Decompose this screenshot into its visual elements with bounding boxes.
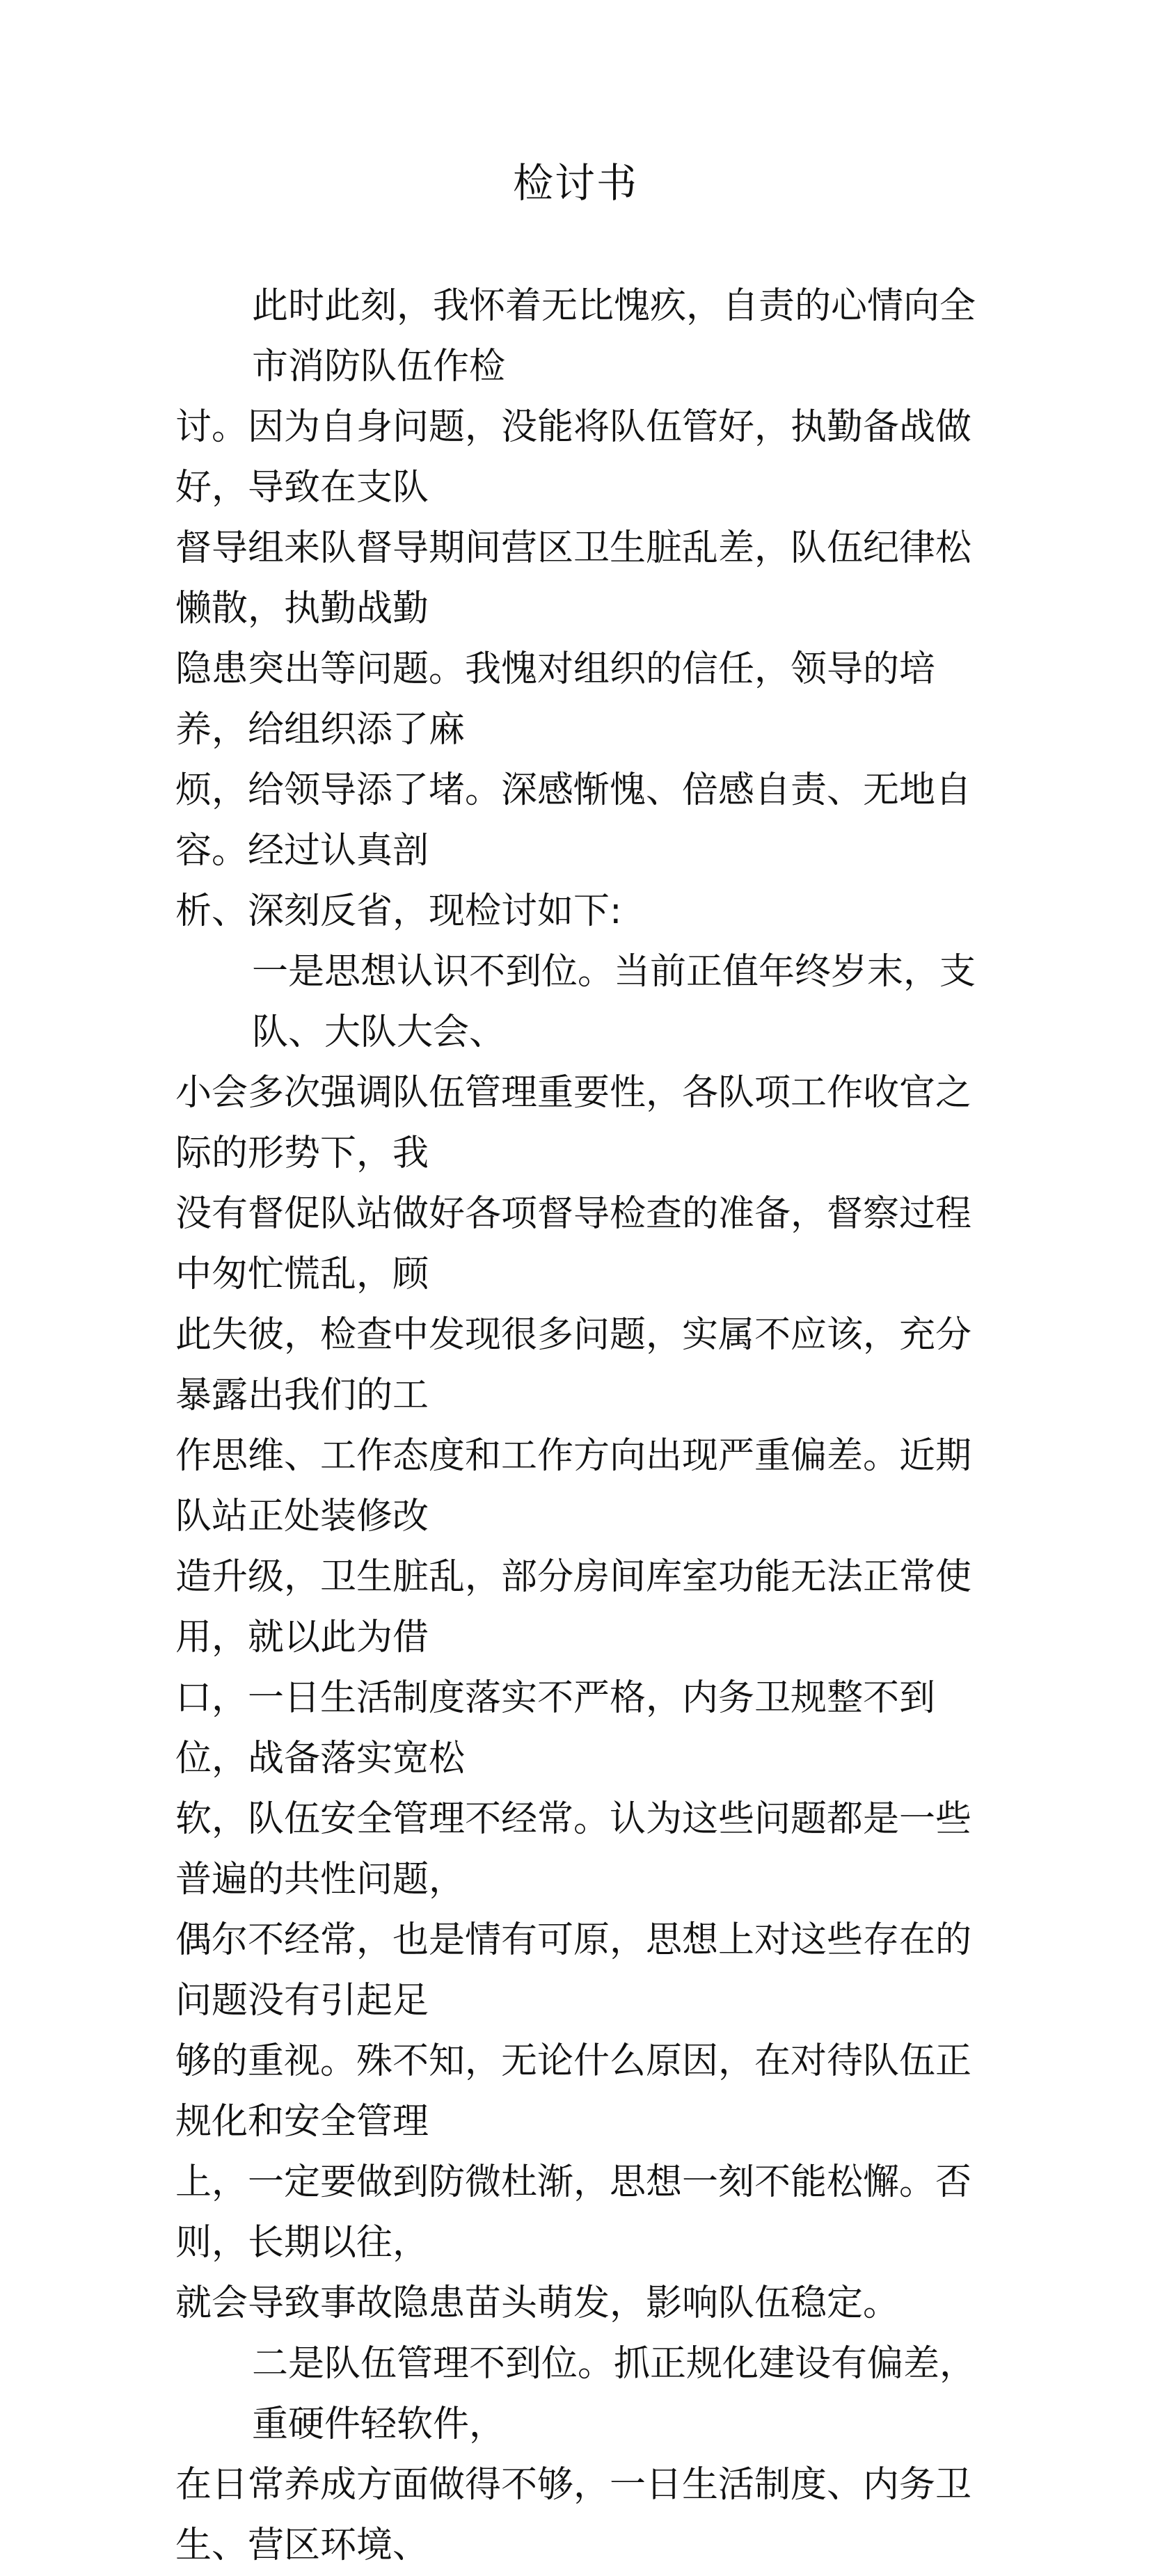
paragraph-3-line: 在日常养成方面做得不够，一日生活制度、内务卫生、营区环境、	[175, 2464, 972, 2566]
paragraph-1-line: 析、深刻反省，现检讨如下:	[175, 890, 622, 932]
paragraph-2-line: 口，一日生活制度落实不严格，内务卫规整不到位，战备落实宽松	[175, 1677, 936, 1779]
paragraph-2-line: 上，一定要做到防微杜渐，思想一刻不能松懈。否则，长期以往，	[175, 2161, 972, 2264]
paragraph-2-line: 造升级，卫生脏乱，部分房间库室功能无法正常使用，就以此为借	[175, 1556, 972, 1658]
paragraph-1-line: 隐患突出等问题。我愧对组织的信任，领导的培养，给组织添了麻	[175, 648, 936, 751]
paragraph-2-line: 此失彼，检查中发现很多问题，实属不应该，充分暴露出我们的工	[175, 1314, 972, 1416]
document-title: 检讨书	[512, 159, 638, 207]
paragraph-2-line: 一是思想认识不到位。当前正值年终岁末，支队、大队大会、	[252, 951, 976, 1053]
paragraph-1-line: 烦，给领导添了堵。深感惭愧、倍感自责、无地自容。经过认真剖	[175, 769, 972, 872]
paragraph-2-line: 小会多次强调队伍管理重要性，各队项工作收官之际的形势下，我	[175, 1072, 972, 1174]
paragraph-1-line: 督导组来队督导期间营区卫生脏乱差，队伍纪律松懒散，执勤战勤	[175, 527, 972, 630]
paragraph-2-line: 就会导致事故隐患苗头萌发，影响队伍稳定。	[175, 2282, 900, 2324]
paragraph-3-line: 二是队伍管理不到位。抓正规化建设有偏差，重硬件轻软件，	[252, 2343, 976, 2445]
paragraph-2-line: 没有督促队站做好各项督导检查的准备，督察过程中匆忙慌乱，顾	[175, 1193, 972, 1295]
paragraph-2-line: 软，队伍安全管理不经常。认为这些问题都是一些普遍的共性问题，	[175, 1798, 972, 1901]
paragraph-1-line: 此时此刻，我怀着无比愧疚，自责的心情向全市消防队伍作检	[252, 285, 976, 387]
paragraph-2-line: 够的重视。殊不知，无论什么原因，在对待队伍正规化和安全管理	[175, 2040, 972, 2143]
paragraph-2-line: 偶尔不经常，也是情有可原，思想上对这些存在的问题没有引起足	[175, 1919, 972, 2022]
paragraph-1-line: 讨。因为自身问题，没能将队伍管好，执勤备战做好，导致在支队	[175, 406, 972, 509]
document-body	[175, 276, 976, 2576]
paragraph-2-line: 作思维、工作态度和工作方向出现严重偏差。近期队站正处装修改	[175, 1435, 972, 1537]
